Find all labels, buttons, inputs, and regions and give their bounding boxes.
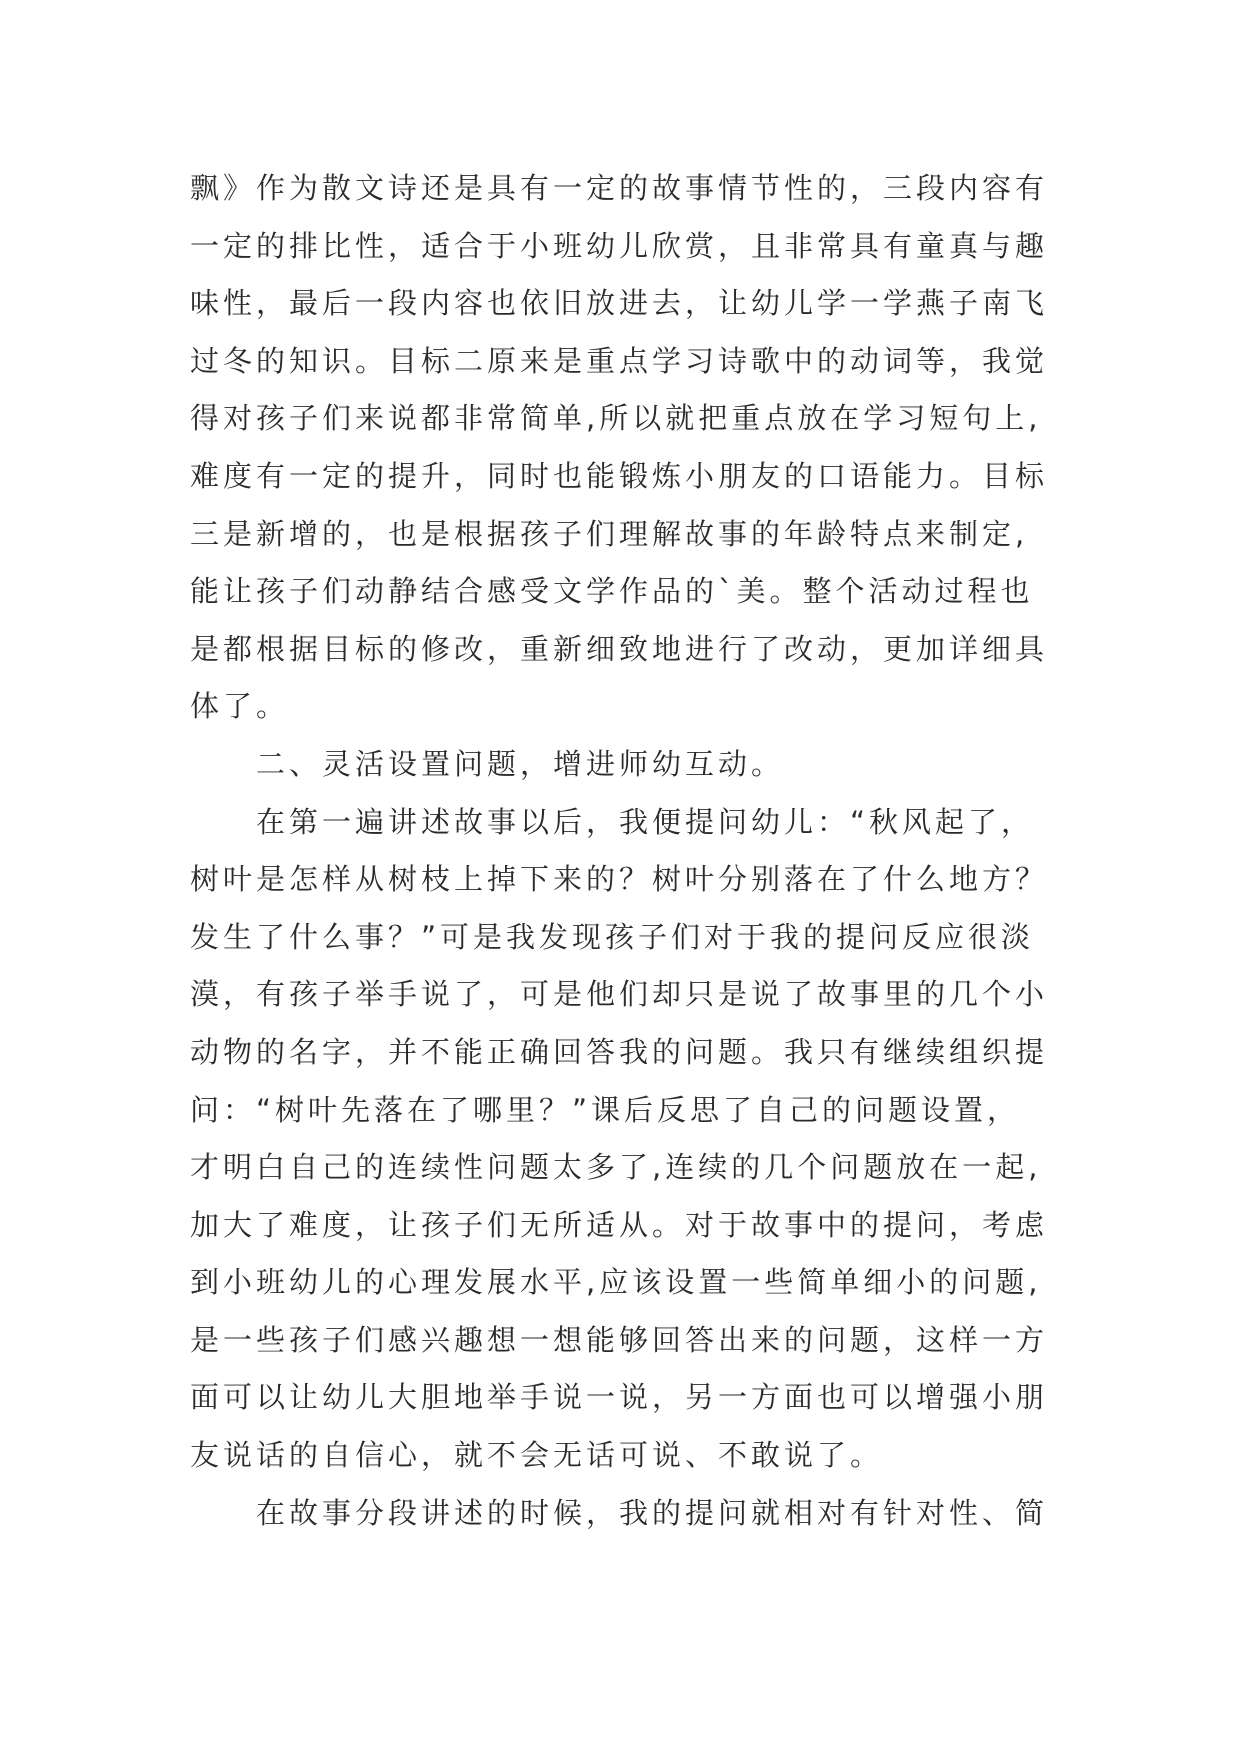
text-line: 难度有一定的提升，同时也能锻炼小朋友的口语能力。目标 <box>190 458 1049 493</box>
text-line: 才明白自己的连续性问题太多了,连续的几个问题放在一起, <box>190 1150 1042 1185</box>
text-line: 发生了什么事？”可是我发现孩子们对于我的提问反应很淡 <box>190 919 1035 954</box>
text-line: 加大了难度，让孩子们无所适从。对于故事中的提问，考虑 <box>190 1207 1049 1242</box>
paragraph-start-line: 在故事分段讲述的时候，我的提问就相对有针对性、简 <box>256 1495 1049 1530</box>
text-line: 友说话的自信心，就不会无话可说、不敢说了。 <box>190 1438 884 1473</box>
text-line: 树叶是怎样从树枝上掉下来的？树叶分别落在了什么地方？ <box>190 862 1049 897</box>
text-line: 是都根据目标的修改，重新细致地进行了改动，更加详细具 <box>190 631 1049 666</box>
text-line: 过冬的知识。目标二原来是重点学习诗歌中的动词等，我觉 <box>190 343 1049 378</box>
text-line: 三是新增的，也是根据孩子们理解故事的年龄特点来制定, <box>190 516 1029 551</box>
text-line: 面可以让幼儿大胆地举手说一说，另一方面也可以增强小朋 <box>190 1380 1049 1415</box>
text-line: 漠，有孩子举手说了，可是他们却只是说了故事里的几个小 <box>190 977 1049 1012</box>
text-line: 到小班幼儿的心理发展水平,应该设置一些简单细小的问题, <box>190 1265 1042 1300</box>
paragraph-start-line: 在第一遍讲述故事以后，我便提问幼儿：“秋风起了， <box>256 804 1035 839</box>
text-line: 味性，最后一段内容也依旧放进去，让幼儿学一学燕子南飞 <box>190 286 1049 321</box>
text-line: 能让孩子们动静结合感受文学作品的`美。整个活动过程也 <box>190 574 1034 609</box>
text-line: 飘》作为散文诗还是具有一定的故事情节性的，三段内容有 <box>190 171 1049 205</box>
text-line: 问：“树叶先落在了哪里？”课后反思了自己的问题设置， <box>190 1092 1021 1127</box>
section-heading: 二、灵活设置问题，增进师幼互动。 <box>256 746 785 781</box>
body-text <box>190 160 1070 1542</box>
text-line: 得对孩子们来说都非常简单,所以就把重点放在学习短句上, <box>190 401 1042 436</box>
text-line: 一定的排比性，适合于小班幼儿欣赏，且非常具有童真与趣 <box>190 228 1049 263</box>
text-line: 动物的名字，并不能正确回答我的问题。我只有继续组织提 <box>190 1034 1049 1069</box>
text-line: 是一些孩子们感兴趣想一想能够回答出来的问题，这样一方 <box>190 1322 1049 1357</box>
text-line: 体了。 <box>190 689 290 724</box>
